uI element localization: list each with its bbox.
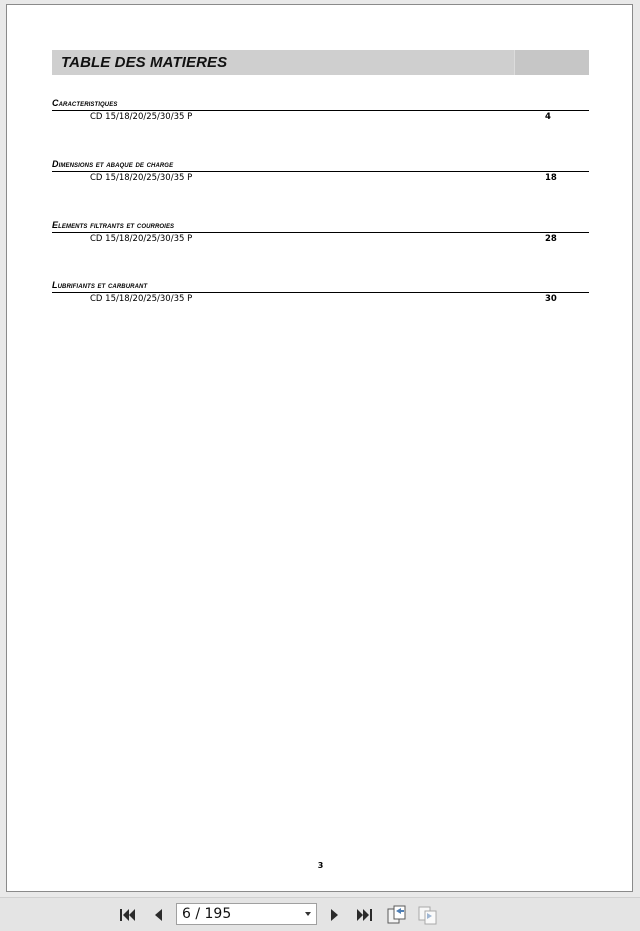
extract-page-button[interactable] [387,905,407,925]
toc-section-heading: Dimensions et abaque de charge [52,157,589,172]
last-page-icon [356,907,374,923]
extract-page-icon [387,905,407,925]
toc-section [52,278,589,307]
page-select[interactable] [176,903,317,925]
navigation-toolbar [0,897,640,931]
last-page-button[interactable] [355,905,375,925]
toc-entry[interactable] [52,172,589,186]
page-footer-number: 3 [317,861,324,870]
toc-section [52,157,589,186]
toc-section [52,218,589,247]
previous-page-icon [151,907,165,923]
title-banner [52,50,589,75]
toc-section-heading: Caracteristiques [52,96,589,111]
toc-entry-page: 28 [545,234,557,244]
title-banner-tab [514,50,589,75]
toc-entry-model: CD 15/18/20/25/30/35 P [90,294,193,304]
toc-entry[interactable] [52,111,589,125]
toc-entry[interactable] [52,293,589,307]
chevron-down-icon [305,912,311,916]
first-page-icon [118,907,136,923]
toc-entry-model: CD 15/18/20/25/30/35 P [90,234,193,244]
first-page-button[interactable] [117,905,137,925]
insert-page-icon [418,905,438,925]
toc-entry-model: CD 15/18/20/25/30/35 P [90,173,193,183]
toc-entry-page: 4 [545,112,551,122]
toc-entry-page: 30 [545,294,557,304]
page-title: TABLE DES MATIERES [61,54,228,71]
insert-page-button[interactable] [418,905,438,925]
toc-section-heading: Lubrifiants et carburant [52,278,589,293]
toc-entry-model: CD 15/18/20/25/30/35 P [90,112,193,122]
page-indicator: 6 / 195 [182,906,232,922]
document-page [6,4,633,892]
toc-section-heading: Elements filtrants et courroies [52,218,589,233]
toc-entry[interactable] [52,233,589,247]
next-page-icon [328,907,342,923]
previous-page-button[interactable] [148,905,168,925]
next-page-button[interactable] [325,905,345,925]
toc-section [52,96,589,125]
toc-entry-page: 18 [545,173,557,183]
